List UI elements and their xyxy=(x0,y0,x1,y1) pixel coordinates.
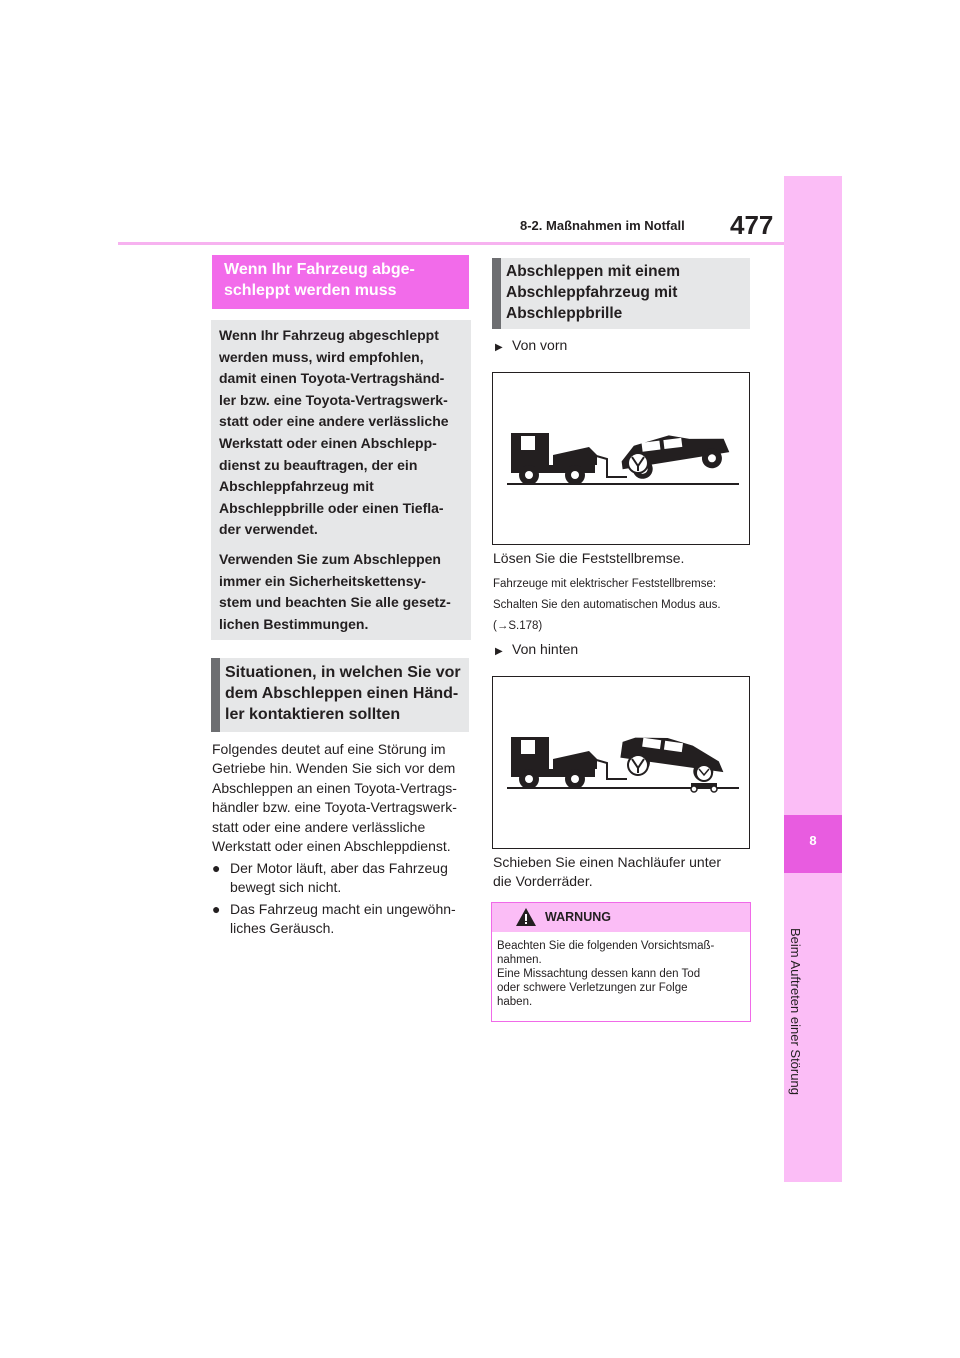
warning-text: Beachten Sie die folgenden Vorsichtsmaß- nahmen. Eine Missachtung dessen kann den Tod oder schwere Verletzungen zur Folge haben. xyxy=(497,940,715,1008)
chapter-label: Beim Auftreten einer Störung xyxy=(788,928,803,1095)
warning-title: WARNUNG xyxy=(545,910,611,924)
tow-truck-front-illustration xyxy=(493,373,749,544)
triangle-bullet-icon: ▶ xyxy=(495,342,503,353)
tow-from-front-illustration xyxy=(492,372,750,545)
tow-truck-rear-illustration xyxy=(493,677,749,848)
intro-box xyxy=(211,320,471,640)
towing-heading: Abschleppen mit einem Abschleppfahrzeug mit Abschleppbrille xyxy=(492,258,750,329)
rear-towing-label: ▶ Von hinten xyxy=(495,641,579,657)
triangle-bullet-icon: ▶ xyxy=(495,646,503,657)
front-note: Fahrzeuge mit elektrischer Feststellbremse: Schalten Sie den automatischen Modus aus. (→S.178) xyxy=(493,578,721,632)
page-number: 477 xyxy=(730,210,774,240)
warning-box xyxy=(491,902,751,1022)
dealer-section-heading: Situationen, in welchen Sie vor dem Abschleppen einen Händ- ler kontaktieren sollten xyxy=(211,658,469,732)
dealer-body-text: Folgendes deutet auf eine Störung im Getriebe hin. Wenden Sie sich vor dem Abschleppen an einen Toyota-Vertrags- händler bzw. eine Toyota-Vertragswerk- statt oder eine andere verlässliche Werkstatt oder einen Abschleppdienst. xyxy=(212,741,457,855)
front-instruction: Lösen Sie die Feststellbremse. xyxy=(493,550,685,566)
bullet-icon: ● xyxy=(212,901,221,917)
intro-paragraph-2: Verwenden Sie zum Abschleppen immer ein Sicherheitskettensy- stem und beachten Sie alle gesetz- lichen Bestimmungen. xyxy=(219,550,451,632)
tow-from-rear-illustration xyxy=(492,676,750,849)
front-towing-label: ▶ Von vorn xyxy=(495,337,568,353)
chapter-number: 8 xyxy=(809,833,817,848)
main-heading: Wenn Ihr Fahrzeug abge- schleppt werden muss xyxy=(212,255,469,309)
bullet-icon: ● xyxy=(212,860,221,876)
header-rule xyxy=(118,242,784,245)
rear-instruction: Schieben Sie einen Nachläufer unter die Vorderräder. xyxy=(493,854,722,890)
warning-triangle-icon xyxy=(515,907,537,927)
list-item: ● Das Fahrzeug macht ein ungewöhn- liches Geräusch. xyxy=(212,900,474,939)
intro-paragraph-1: Wenn Ihr Fahrzeug abgeschleppt werden muss, wird empfohlen, damit einen Toyota-Vertragshänd- ler bzw. eine Toyota-Vertragswerk- statt oder eine andere verlässliche Werkstatt oder einen Abschlepp- dienst zu beauftragen, der ein Abschleppfahrzeug mit Abschleppbrille oder einen Tiefla- der verwendet. xyxy=(219,327,449,538)
list-item: ● Der Motor läuft, aber das Fahrzeug bewegt sich nicht. xyxy=(212,859,474,898)
warning-header xyxy=(492,903,750,932)
section-title: 8-2. Maßnahmen im Notfall xyxy=(520,218,685,233)
